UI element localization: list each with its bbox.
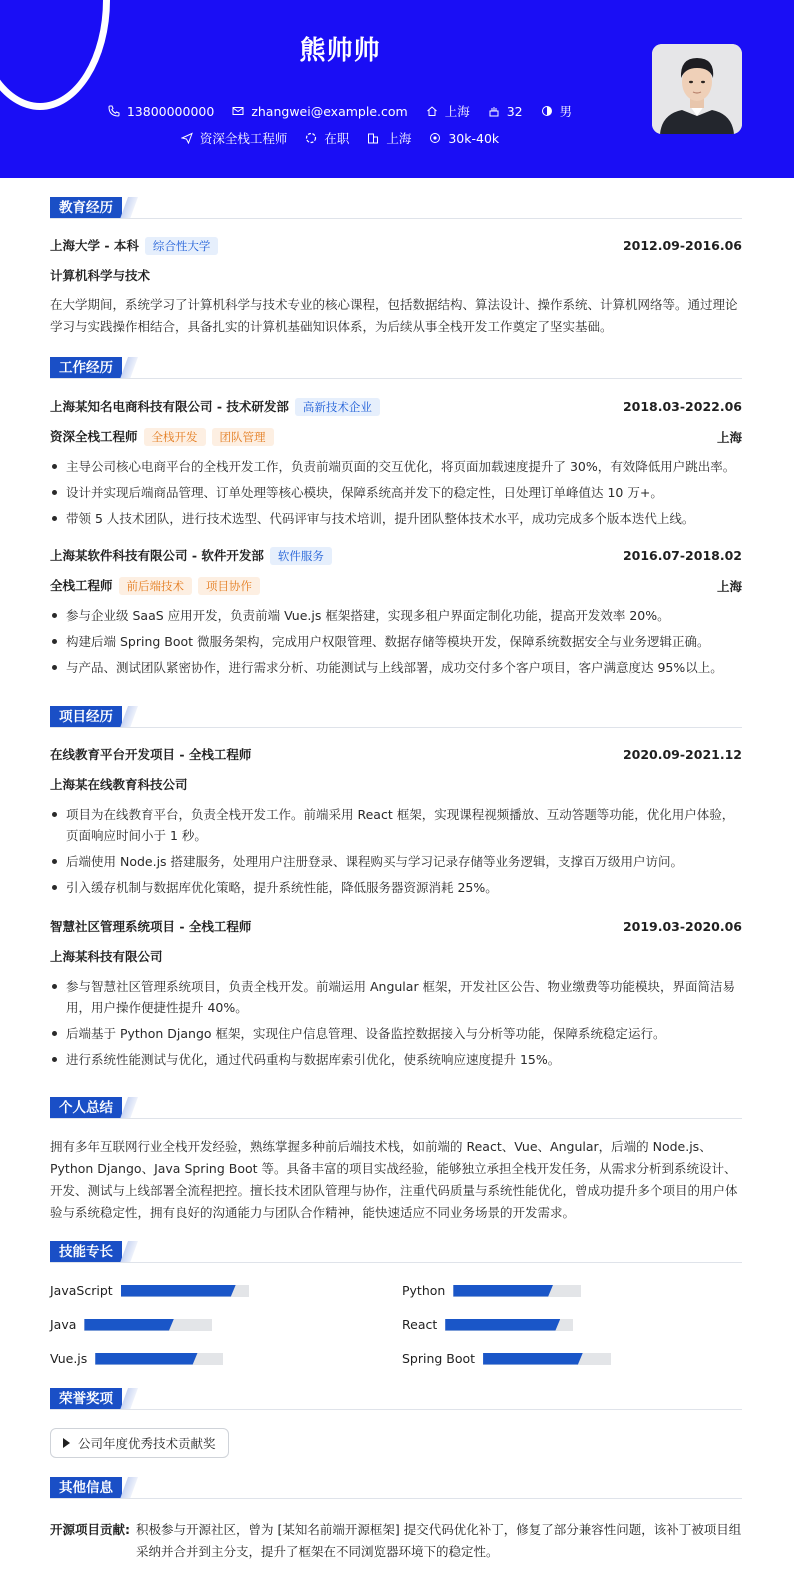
- education-header: [50, 236, 742, 255]
- home-icon: [426, 105, 438, 117]
- work-1-bullets: [50, 456, 742, 534]
- list-item: 进行系统性能测试与优化，通过代码重构与数据库索引优化，使系统响应速度提升 15%。: [50, 1049, 742, 1070]
- status-text: 在职: [324, 131, 350, 146]
- work-2-header: [50, 546, 742, 565]
- summary-text: 拥有多年互联网行业全栈开发经验，熟练掌握多种前后端技术栈，如前端的 React、Vue、Angular，后端的 Node.js、Python Django、Java Spring Boot 等。具备丰富的项目实战经验，能够独立承担全栈开发任务，从需求分析到系统设计、开发、测试与上线部署全流程把控。擅长技术团队管理与协作，注重代码质量与系统性能优化，曾成功提升多个项目的用户体验与系统稳定性，拥有良好的沟通能力与团队合作精神，能快速适应不同业务场景的开发需求。: [50, 1139, 738, 1220]
- skill-name: Vue.js: [50, 1351, 88, 1366]
- avatar: [652, 44, 742, 134]
- skill-fill: [84, 1319, 174, 1331]
- education-major: 计算机科学与技术: [50, 268, 151, 283]
- work-city: 上海: [716, 578, 742, 594]
- phone-text: 13800000000: [126, 103, 215, 119]
- skill-python: [402, 1283, 581, 1298]
- section-skills-label: 技能专长: [50, 1241, 122, 1263]
- other-info-row: [50, 1519, 742, 1563]
- list-item: 参与智慧社区管理系统项目，负责全栈开发。前端运用 Angular 框架，开发社区公告、物业缴费等功能模块，界面简洁易用，用户操作便捷性提升 40%。: [50, 976, 742, 1018]
- list-item: 与产品、测试团队紧密协作，进行需求分析、功能测试与上线部署，成功交付多个客户项目，客户满意度达 95%以上。: [50, 657, 742, 678]
- section-tail: [120, 1388, 138, 1410]
- section-honors: [50, 1388, 134, 1410]
- school-name: 上海大学 - 本科: [50, 238, 139, 253]
- location-text: 上海: [444, 104, 470, 119]
- work-date: 2016.07-2018.02: [622, 548, 742, 563]
- education-date: 2012.09-2016.06: [622, 238, 742, 253]
- work-2-role-row: [50, 576, 742, 595]
- award-label: 公司年度优秀技术贡献奖: [78, 1436, 216, 1451]
- role-tag: 全栈开发: [144, 428, 206, 446]
- skill-springboot: [402, 1351, 611, 1366]
- section-divider: [50, 727, 742, 728]
- section-divider: [50, 1262, 742, 1263]
- work-role: 资深全栈工程师: [50, 429, 138, 444]
- project-2-header: [50, 917, 742, 935]
- phone-icon: [108, 105, 120, 117]
- section-work: [50, 357, 134, 379]
- skill-fill: [121, 1285, 236, 1297]
- position-text: 资深全栈工程师: [199, 131, 288, 146]
- list-item: 构建后端 Spring Boot 微服务架构，完成用户权限管理、数据存储等模块开发，保障系统数据安全与业务逻辑正确。: [50, 631, 742, 652]
- status-icon: [305, 132, 317, 144]
- age-text: 32: [506, 103, 523, 119]
- building-icon: [367, 132, 379, 144]
- skill-fill: [95, 1353, 197, 1365]
- project-2-bullets: [50, 976, 742, 1075]
- skill-bar: [95, 1353, 223, 1365]
- section-skills: [50, 1241, 134, 1263]
- section-summary-label: 个人总结: [50, 1097, 122, 1119]
- project-1-bullets: [50, 804, 742, 903]
- section-divider: [50, 218, 742, 219]
- list-item: 后端基于 Python Django 框架，实现住户信息管理、设备监控数据接入与分析等功能，保障系统稳定运行。: [50, 1023, 742, 1044]
- skill-java: [50, 1317, 212, 1332]
- role-tag: 团队管理: [212, 428, 274, 446]
- project-1-header: [50, 745, 742, 763]
- project-title: 在线教育平台开发项目 - 全栈工程师: [50, 747, 252, 762]
- skill-name: Python: [402, 1283, 446, 1298]
- send-icon: [181, 132, 193, 144]
- other-info-value: 积极参与开源社区，曾为 [某知名前端开源框架] 提交代码优化补丁，修复了部分兼容性问题，该补丁被项目组采纳并合并到主分支，提升了框架在不同浏览器环境下的稳定性。: [136, 1522, 742, 1559]
- skill-name: JavaScript: [50, 1283, 113, 1298]
- school-tag: 综合性大学: [145, 237, 219, 255]
- section-honors-label: 荣誉奖项: [50, 1388, 122, 1410]
- work-company: 上海某软件科技有限公司 - 软件开发部: [50, 548, 264, 563]
- skill-react: [402, 1317, 573, 1332]
- work-role: 全栈工程师: [50, 578, 113, 593]
- cake-icon: [488, 105, 500, 117]
- work-1-header: [50, 397, 742, 416]
- resume-header: [0, 0, 794, 178]
- email-text: zhangwei@example.com: [251, 103, 408, 119]
- contact-phone: [108, 102, 214, 120]
- section-project-label: 项目经历: [50, 706, 122, 728]
- section-tail: [120, 357, 138, 379]
- section-tail: [120, 1477, 138, 1499]
- work-company: 上海某知名电商科技有限公司 - 技术研发部: [50, 399, 289, 414]
- contact-row-primary: [0, 102, 680, 120]
- skill-bar: [483, 1353, 611, 1365]
- section-tail: [120, 197, 138, 219]
- project-company: 上海某科技有限公司: [50, 949, 163, 964]
- gender-icon: [541, 105, 553, 117]
- list-item: 参与企业级 SaaS 应用开发，负责前端 Vue.js 框架搭建，实现多租户界面定制化功能，提高开发效率 20%。: [50, 605, 742, 626]
- project-1-company-row: [50, 775, 742, 793]
- education-description: 在大学期间，系统学习了计算机科学与技术专业的核心课程，包括数据结构、算法设计、操作系统、计算机网络等。通过理论学习与实践操作相结合，具备扎实的计算机基础知识体系，为后续从事全栈开发工作奠定了坚实基础。: [50, 297, 738, 334]
- skill-name: Spring Boot: [402, 1351, 476, 1366]
- skill-bar: [121, 1285, 249, 1297]
- gender-text: 男: [559, 104, 573, 119]
- skill-bar: [84, 1319, 212, 1331]
- skill-bar: [453, 1285, 581, 1297]
- section-project: [50, 706, 134, 728]
- play-icon: [63, 1438, 70, 1448]
- skill-bar: [445, 1319, 573, 1331]
- contact-age: [488, 102, 523, 120]
- list-item: 引入缓存机制与数据库优化策略，提升系统性能，降低服务器资源消耗 25%。: [50, 877, 742, 898]
- salary-text: 30k-40k: [448, 130, 500, 146]
- section-other-label: 其他信息: [50, 1477, 122, 1499]
- skill-name: React: [402, 1317, 438, 1332]
- contact-email: [232, 102, 407, 120]
- section-divider: [50, 1498, 742, 1499]
- contact-salary: [429, 129, 499, 147]
- other-info-key: 开源项目贡献:: [50, 1522, 130, 1537]
- work-date: 2018.03-2022.06: [622, 399, 742, 414]
- contact-location: [426, 102, 470, 120]
- contact-status: [305, 129, 349, 147]
- section-divider: [50, 1409, 742, 1410]
- work-2-bullets: [50, 605, 742, 683]
- contact-city: [367, 129, 411, 147]
- education-major-row: [50, 266, 742, 284]
- section-tail: [120, 1097, 138, 1119]
- section-education: [50, 197, 134, 219]
- section-education-label: 教育经历: [50, 197, 122, 219]
- section-other: [50, 1477, 134, 1499]
- project-2-company-row: [50, 947, 742, 965]
- project-date: 2020.09-2021.12: [622, 746, 742, 762]
- role-tag: 前后端技术: [119, 577, 193, 595]
- section-divider: [50, 1118, 742, 1119]
- contact-gender: [541, 102, 573, 120]
- skill-name: Java: [50, 1317, 77, 1332]
- work-city: 上海: [716, 429, 742, 445]
- list-item: 设计并实现后端商品管理、订单处理等核心模块，保障系统高并发下的稳定性，日处理订单峰值达 10 万+。: [50, 482, 742, 503]
- avatar-portrait: [652, 44, 742, 134]
- list-item: 后端使用 Node.js 搭建服务，处理用户注册登录、课程购买与学习记录存储等业务逻辑，支撑百万级用户访问。: [50, 851, 742, 872]
- company-tag: 软件服务: [270, 547, 332, 565]
- section-summary: [50, 1097, 134, 1119]
- skill-fill: [483, 1353, 583, 1365]
- section-work-label: 工作经历: [50, 357, 122, 379]
- project-title: 智慧社区管理系统项目 - 全栈工程师: [50, 919, 252, 934]
- section-tail: [120, 1241, 138, 1263]
- mail-icon: [232, 105, 244, 117]
- contact-row-secondary: [0, 129, 680, 147]
- role-tag: 项目协作: [198, 577, 260, 595]
- candidate-name: 熊帅帅: [299, 36, 381, 66]
- city-text: 上海: [386, 131, 412, 146]
- salary-icon: [429, 132, 441, 144]
- section-tail: [120, 706, 138, 728]
- work-1-role-row: [50, 427, 742, 446]
- skill-vuejs: [50, 1351, 223, 1366]
- skill-fill: [445, 1319, 560, 1331]
- list-item: 项目为在线教育平台，负责全栈开发工作。前端采用 React 框架，实现课程视频播放、互动答题等功能，优化用户体验，页面响应时间小于 1 秒。: [50, 804, 742, 846]
- award-item[interactable]: [50, 1428, 229, 1458]
- project-date: 2019.03-2020.06: [622, 918, 742, 934]
- project-company: 上海某在线教育科技公司: [50, 777, 188, 792]
- list-item: 带领 5 人技术团队，进行技术选型、代码评审与技术培训，提升团队整体技术水平，成功完成多个版本迭代上线。: [50, 508, 742, 529]
- list-item: 主导公司核心电商平台的全栈开发工作，负责前端页面的交互优化，将页面加载速度提升了 30%，有效降低用户跳出率。: [50, 456, 742, 477]
- skill-fill: [453, 1285, 553, 1297]
- section-divider: [50, 378, 742, 379]
- contact-position: [181, 129, 288, 147]
- company-tag: 高新技术企业: [295, 398, 380, 416]
- skill-javascript: [50, 1283, 249, 1298]
